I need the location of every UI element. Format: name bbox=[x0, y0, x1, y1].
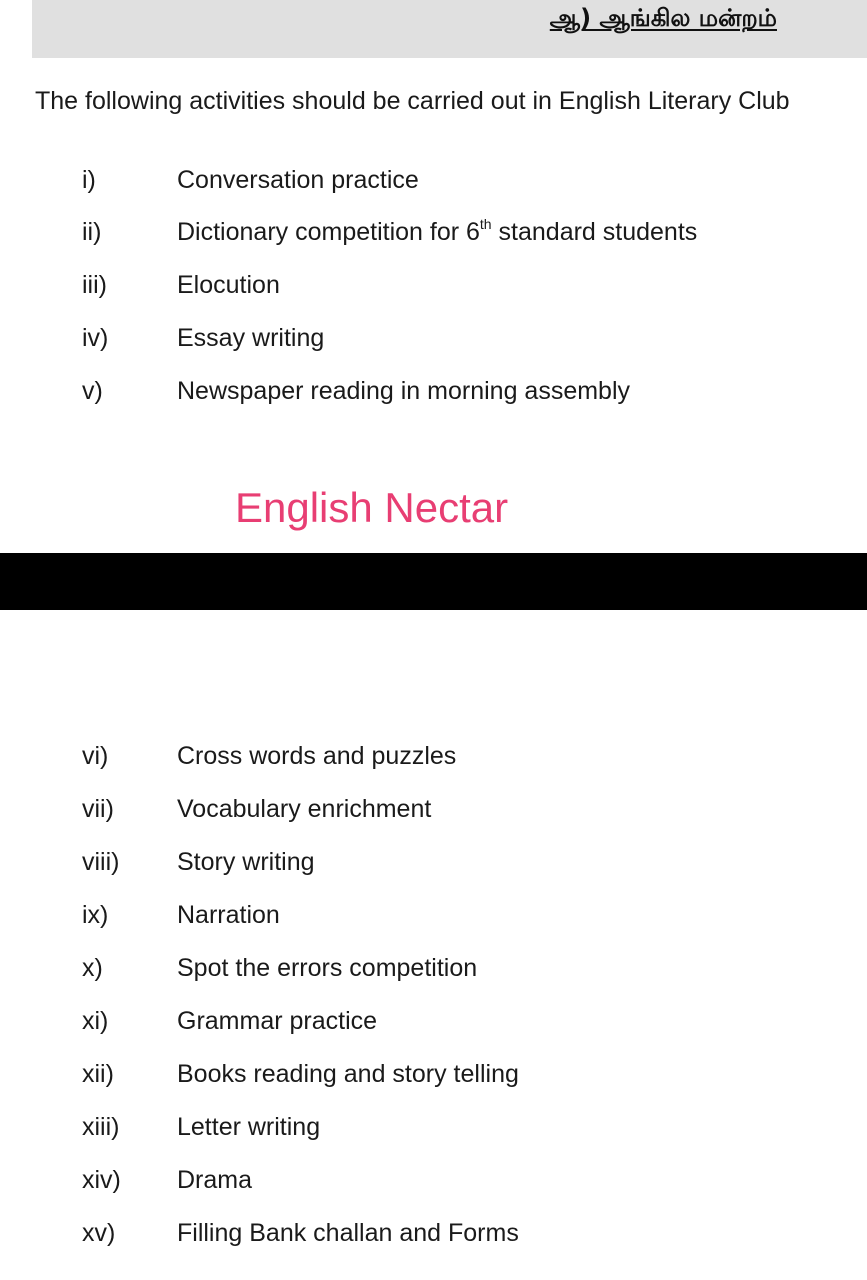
item-text: Letter writing bbox=[177, 1113, 321, 1141]
list-item bbox=[0, 271, 867, 307]
item-number: i) bbox=[82, 166, 96, 194]
list-item bbox=[0, 1113, 867, 1149]
item-text: Grammar practice bbox=[177, 1007, 378, 1035]
item-text: Conversation practice bbox=[177, 166, 419, 194]
item-number: viii) bbox=[82, 848, 120, 876]
item-number: xiii) bbox=[82, 1113, 120, 1141]
list-item bbox=[0, 742, 867, 778]
list-item bbox=[0, 377, 867, 413]
header-bar bbox=[32, 0, 867, 58]
list-item bbox=[0, 166, 867, 202]
list-item bbox=[0, 795, 867, 831]
item-number: ii) bbox=[82, 218, 102, 246]
item-text: Vocabulary enrichment bbox=[177, 795, 432, 823]
ordinal-suffix: th bbox=[479, 215, 492, 232]
item-number: v) bbox=[82, 377, 103, 405]
item-text: Elocution bbox=[177, 271, 280, 299]
watermark-text: English Nectar bbox=[235, 484, 509, 531]
item-text: Cross words and puzzles bbox=[177, 742, 457, 770]
intro-text: The following activities should be carried out in English Literary Club bbox=[35, 87, 790, 115]
item-number: x) bbox=[82, 954, 103, 982]
section-title: ஆ) ஆங்கில மன்றம் bbox=[549, 4, 777, 32]
list-item bbox=[0, 1007, 867, 1043]
item-text: Books reading and story telling bbox=[177, 1060, 519, 1088]
item-number: vii) bbox=[82, 795, 114, 823]
item-number: iv) bbox=[82, 324, 109, 352]
item-number: xv) bbox=[82, 1219, 116, 1247]
item-number: ix) bbox=[82, 901, 109, 929]
list-item bbox=[0, 324, 867, 360]
item-number: vi) bbox=[82, 742, 109, 770]
item-number: iii) bbox=[82, 271, 107, 299]
item-text-after: standard students bbox=[491, 218, 698, 246]
item-text: Newspaper reading in morning assembly bbox=[177, 377, 631, 405]
list-item bbox=[0, 215, 867, 254]
list-item bbox=[0, 954, 867, 990]
item-text: Drama bbox=[177, 1166, 253, 1194]
item-number: xii) bbox=[82, 1060, 114, 1088]
item-text: Narration bbox=[177, 901, 280, 929]
item-text-before: Dictionary competition for 6 bbox=[177, 218, 480, 246]
item-text: Filling Bank challan and Forms bbox=[177, 1219, 519, 1247]
page-break-band bbox=[0, 553, 867, 610]
list-item bbox=[0, 901, 867, 937]
list-item bbox=[0, 848, 867, 884]
item-text: Story writing bbox=[177, 848, 315, 876]
item-text: Spot the errors competition bbox=[177, 954, 478, 982]
list-item bbox=[0, 1166, 867, 1202]
item-number: xi) bbox=[82, 1007, 109, 1035]
item-text bbox=[177, 215, 698, 247]
list-item bbox=[0, 1060, 867, 1096]
item-text: Essay writing bbox=[177, 324, 325, 352]
item-number: xiv) bbox=[82, 1166, 121, 1194]
list-item bbox=[0, 1219, 867, 1255]
